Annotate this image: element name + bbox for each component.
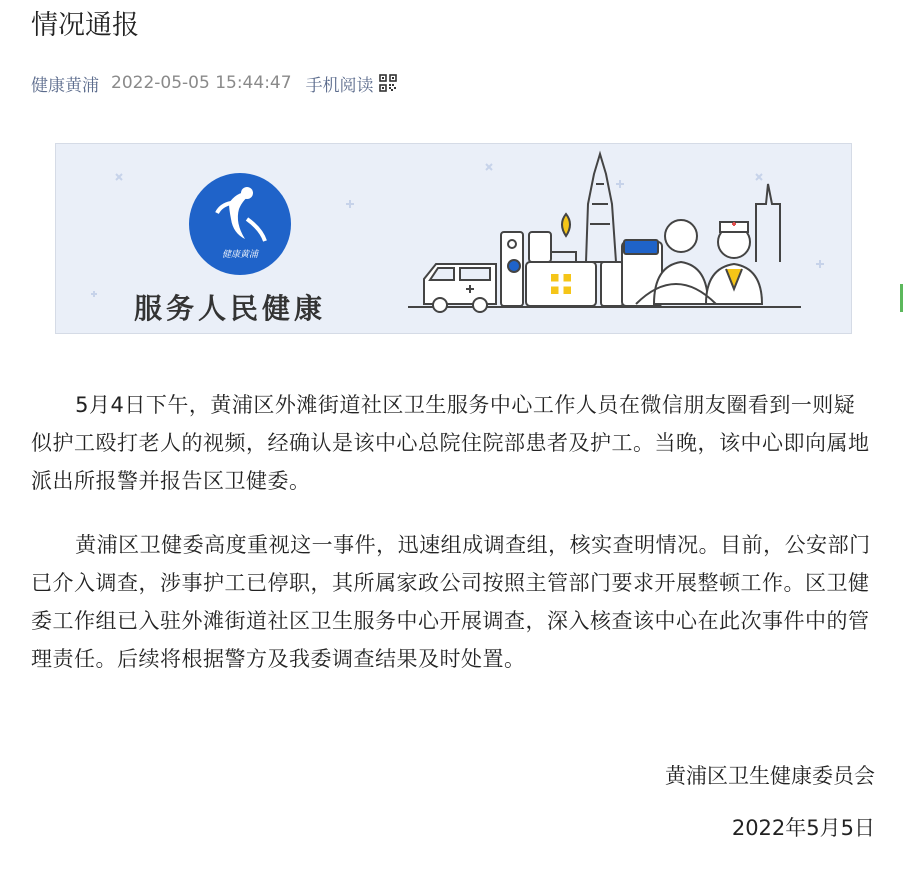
body-paragraph-2: 黄浦区卫健委高度重视这一事件，迅速组成调查组，核实查明情况。目前，公安部门已介入调查，涉事护工已停职，其所属家政公司按照主管部门要求开展整顿工作。区卫健委工作组已入驻外滩街道社区卫生服务中心开展调查，深入核查该中心在此次事件中的管理责任。后续将根据警方及我委调查结果及时处置。 [31,533,871,671]
banner-slogan: 服务人民健康 [134,292,327,325]
signature-date: 2022年5月5日 [731,816,875,840]
banner-image [55,143,852,334]
publish-datetime: 2022-05-05 15:44:47 [111,73,292,93]
health-huangpu-logo [189,173,291,275]
qr-code-icon[interactable] [379,74,397,92]
mobile-read-link[interactable]: 手机阅读 [305,75,374,96]
scroll-indicator[interactable] [900,284,903,312]
logo-text: 健康黄浦 [221,250,258,260]
signature-organization: 黄浦区卫生健康委员会 [665,764,875,788]
body-paragraph-1: 5月4日下午，黄浦区外滩街道社区卫生服务中心工作人员在微信朋友圈看到一则疑似护工殴打老人的视频，经确认是该中心总院住院部患者及护工。当晚，该中心即向属地派出所报警并报告区卫健委。 [31,393,870,493]
source-link[interactable]: 健康黄浦 [31,75,99,96]
page-title: 情况通报 [31,10,139,41]
article-meta [31,70,397,96]
